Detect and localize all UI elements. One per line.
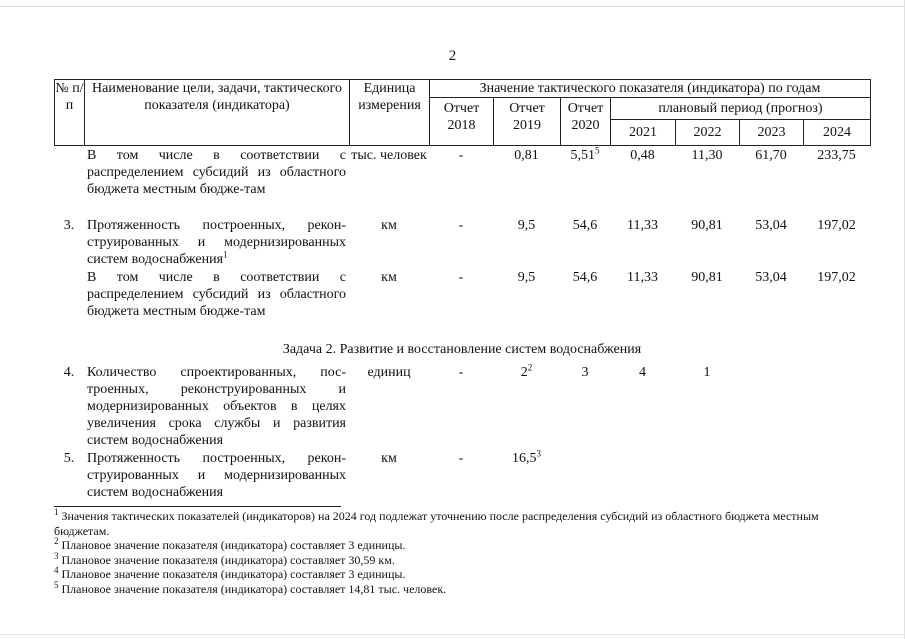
cell-plan-2023	[739, 364, 803, 450]
cell-plan-2024	[803, 364, 870, 450]
row-number	[54, 269, 84, 337]
cell-plan-2023: 61,70	[755, 148, 787, 163]
header-planned-period: плановый период (прогноз)	[611, 98, 871, 120]
cell-report-2019: 0,81	[514, 148, 539, 163]
task-2-title: Задача 2. Развитие и восстановление систем водоснабжения	[282, 342, 642, 357]
cell-plan-2024: 233,75	[817, 148, 856, 163]
cell-report-2019: 16,5$^3$	[512, 448, 541, 466]
cell-plan-2021: 0,48	[630, 148, 655, 163]
row-unit: км	[381, 218, 397, 233]
header-col-unit: Единица измерения	[350, 80, 430, 146]
cell-report-2019: $2^2$	[520, 362, 533, 380]
table-row	[54, 364, 870, 450]
footnote: $^5$ Плановое значение показателя (индикатора) составляет 14,81 тыс. человек.	[54, 579, 447, 596]
header-col-num: № п/п	[55, 80, 85, 146]
header-report-2019: Отчет 2019	[494, 98, 561, 146]
header-report-2018: Отчет 2018	[430, 98, 494, 146]
cell-plan-2023: 53,04	[755, 270, 787, 285]
cell-plan-2021: 11,33	[627, 218, 658, 233]
cell-report-2020: 54,6	[572, 270, 598, 285]
scan-edge-bottom	[0, 634, 905, 635]
row-name: Протяженность построенных, рекон-струированных и модернизированных систем водоснабжения$^1$	[87, 218, 346, 267]
table-row	[54, 450, 870, 502]
cell-report-2019: 9,5	[517, 270, 536, 285]
cell-report-2018: -	[458, 148, 464, 163]
cell-plan-2024	[803, 450, 870, 502]
footnote: $^2$ Плановое значение показателя (индикатора) составляет 3 единицы.	[54, 536, 406, 552]
table-row	[54, 269, 870, 337]
row-name: Количество спроектированных, пос-троенных, реконструированных и модернизированных объектов в целях увеличения срока службы и развития систем водоснабжения	[87, 365, 346, 448]
cell-report-2018: -	[458, 270, 464, 285]
footnotes	[54, 509, 869, 596]
cell-plan-2021	[610, 450, 675, 502]
row-name: Протяженность построенных, рекон-струированных и модернизированных систем водоснабжения	[87, 451, 346, 500]
cell-report-2019: 9,5	[517, 218, 536, 233]
row-unit: тыс. человек	[351, 148, 427, 163]
header-col-name: Наименование цели, задачи, тактического показателя (индикатора)	[85, 80, 350, 146]
cell-plan-2022: 90,81	[691, 218, 723, 233]
cell-plan-2022	[675, 450, 739, 502]
cell-report-2020	[560, 450, 610, 502]
footnote: $^1$ Значения тактических показателей (индикаторов) на 2024 год подлежат уточнению после распределения субсидий из областного бюджета местным бюджетам.	[54, 507, 819, 538]
header-year-2024: 2024	[804, 120, 871, 146]
header-col-values: Значение тактического показателя (индикатора) по годам	[430, 80, 871, 98]
cell-plan-2024: 197,02	[817, 218, 856, 233]
table-row	[54, 217, 870, 269]
header-year-2023: 2023	[740, 120, 804, 146]
cell-plan-2023	[739, 450, 803, 502]
cell-plan-2021: 11,33	[627, 270, 658, 285]
scan-edge-top	[0, 6, 905, 7]
cell-plan-2023: 53,04	[755, 218, 787, 233]
row-name: В том числе в соответствии с распределением субсидий из областного бюджета местным бюдже-там	[87, 270, 346, 319]
header-year-2022: 2022	[676, 120, 740, 146]
cell-report-2018: -	[458, 451, 464, 466]
cell-plan-2024: 197,02	[817, 270, 856, 285]
table-header	[54, 79, 871, 146]
cell-plan-2022: 11,30	[691, 148, 723, 163]
row-unit: км	[381, 451, 397, 466]
page-number: 2	[448, 48, 457, 64]
row-number: 3.	[63, 218, 75, 233]
row-number: 5.	[63, 451, 75, 466]
header-year-2021: 2021	[611, 120, 676, 146]
table-body	[54, 147, 870, 502]
header-report-2020: Отчет 2020	[561, 98, 611, 146]
footnote: $^3$ Плановое значение показателя (индикатора) составляет 30,59 км.	[54, 550, 395, 567]
footnote: $^4$ Плановое значение показателя (индикатора) составляет 3 единицы.	[54, 565, 406, 581]
task-heading-row	[54, 337, 870, 364]
cell-plan-2022: 1	[703, 365, 711, 380]
row-unit: км	[381, 270, 397, 285]
row-name: В том числе в соответствии с распределением субсидий из областного бюджета местным бюдже-там	[87, 148, 346, 197]
cell-plan-2021: 4	[639, 365, 646, 380]
footnote-separator	[54, 506, 341, 507]
cell-report-2018: -	[458, 365, 464, 380]
row-number	[54, 147, 84, 217]
cell-plan-2022: 90,81	[691, 270, 723, 285]
cell-report-2020: 54,6	[572, 218, 598, 233]
cell-report-2020: 5,51$^5$	[570, 145, 600, 163]
cell-report-2020: 3	[581, 365, 589, 380]
cell-report-2018: -	[458, 218, 464, 233]
row-unit: единиц	[367, 365, 411, 380]
row-number: 4.	[63, 365, 75, 380]
table-row	[54, 147, 870, 217]
